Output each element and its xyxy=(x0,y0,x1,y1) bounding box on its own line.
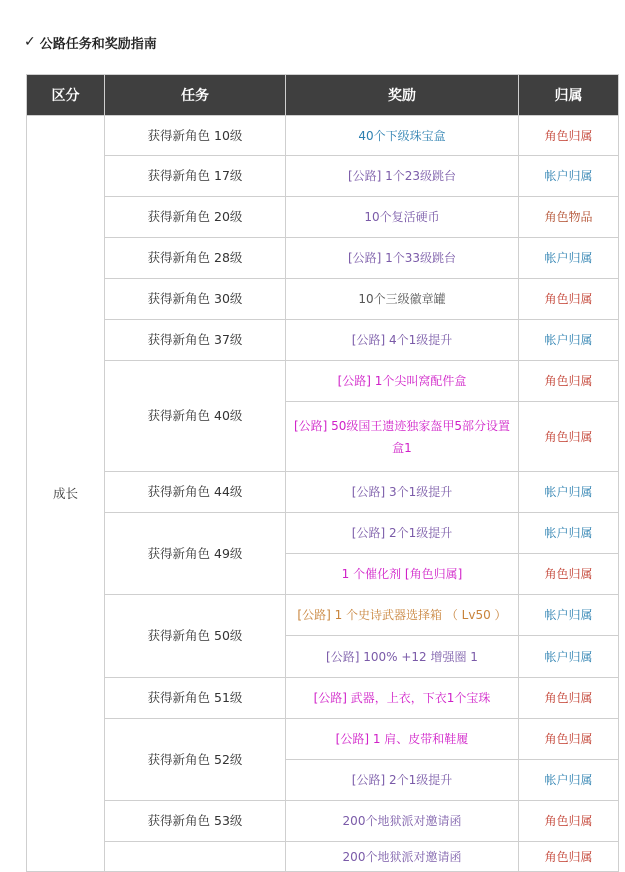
table-row xyxy=(27,678,619,719)
owner-cell: 帐户归属 xyxy=(519,513,619,554)
reward-cell: [公路] 1 个史诗武器选择箱 （ Lv50 ） xyxy=(286,595,519,636)
header-task: 任务 xyxy=(105,75,286,116)
table-body xyxy=(27,116,619,872)
owner-cell: 帐户归属 xyxy=(519,156,619,197)
task-cell: 获得新角色 53级 xyxy=(105,801,286,842)
table-row xyxy=(27,156,619,197)
reward-cell: 200个地狱派对邀请函 xyxy=(286,842,519,872)
table-row xyxy=(27,320,619,361)
table-row xyxy=(27,719,619,760)
owner-cell: 帐户归属 xyxy=(519,238,619,279)
reward-cell: [公路] 1个23级跳台 xyxy=(286,156,519,197)
owner-cell: 帐户归属 xyxy=(519,472,619,513)
task-cell: 获得新角色 50级 xyxy=(105,595,286,678)
owner-cell: 角色归属 xyxy=(519,842,619,872)
owner-cell: 帐户归属 xyxy=(519,636,619,678)
owner-cell: 角色归属 xyxy=(519,719,619,760)
task-cell: 获得新角色 37级 xyxy=(105,320,286,361)
owner-cell: 角色物品 xyxy=(519,197,619,238)
table-row xyxy=(27,595,619,636)
header-category: 区分 xyxy=(27,75,105,116)
task-cell: 获得新角色 28级 xyxy=(105,238,286,279)
reward-cell: [公路] 1 肩、皮带和鞋履 xyxy=(286,719,519,760)
table-row xyxy=(27,361,619,402)
task-cell: 获得新角色 49级 xyxy=(105,513,286,595)
reward-cell: 10个三级徽章罐 xyxy=(286,279,519,320)
task-cell: 获得新角色 52级 xyxy=(105,719,286,801)
owner-cell: 角色归属 xyxy=(519,801,619,842)
section-title: 公路任务和奖励指南 xyxy=(39,36,157,52)
reward-cell: [公路] 3个1级提升 xyxy=(286,472,519,513)
task-cell: 获得新角色 17级 xyxy=(105,156,286,197)
section-heading xyxy=(24,31,157,53)
task-cell: 获得新角色 10级 xyxy=(105,116,286,156)
reward-cell: 200个地狱派对邀请函 xyxy=(286,801,519,842)
header-owner: 归属 xyxy=(519,75,619,116)
owner-cell: 角色归属 xyxy=(519,554,619,595)
task-cell: 获得新角色 51级 xyxy=(105,678,286,719)
reward-cell: [公路] 50级国王遗迹独家盔甲5部分设置盒1 xyxy=(286,402,519,472)
table-row xyxy=(27,197,619,238)
task-cell: 获得新角色 44级 xyxy=(105,472,286,513)
owner-cell: 角色归属 xyxy=(519,361,619,402)
table-row xyxy=(27,472,619,513)
reward-cell: 40个下级珠宝盒 xyxy=(286,116,519,156)
reward-cell: [公路] 1个尖叫窝配件盒 xyxy=(286,361,519,402)
reward-cell: [公路] 100% +12 增强圈 1 xyxy=(286,636,519,678)
table-header-row xyxy=(27,75,619,116)
reward-cell: [公路] 2个1级提升 xyxy=(286,513,519,554)
reward-cell: [公路] 2个1级提升 xyxy=(286,760,519,801)
reward-cell: [公路] 武器，上衣，下衣1个宝珠 xyxy=(286,678,519,719)
header-reward: 奖励 xyxy=(286,75,519,116)
reward-cell: 10个复活硬币 xyxy=(286,197,519,238)
table-row xyxy=(27,513,619,554)
table-row xyxy=(27,801,619,842)
table-row xyxy=(27,842,619,872)
checkmark-icon: ✓ xyxy=(24,34,36,50)
table-row xyxy=(27,116,619,156)
task-cell: 获得新角色 20级 xyxy=(105,197,286,238)
task-cell xyxy=(105,842,286,872)
reward-cell: 1 个催化剂 [角色归属] xyxy=(286,554,519,595)
category-cell: 成长 xyxy=(27,116,105,872)
reward-cell: [公路] 4个1级提升 xyxy=(286,320,519,361)
owner-cell: 帐户归属 xyxy=(519,760,619,801)
owner-cell: 帐户归属 xyxy=(519,320,619,361)
rewards-table xyxy=(26,74,619,872)
owner-cell: 角色归属 xyxy=(519,402,619,472)
owner-cell: 帐户归属 xyxy=(519,595,619,636)
owner-cell: 角色归属 xyxy=(519,116,619,156)
table-row xyxy=(27,238,619,279)
owner-cell: 角色归属 xyxy=(519,279,619,320)
reward-cell: [公路] 1个33级跳台 xyxy=(286,238,519,279)
task-cell: 获得新角色 40级 xyxy=(105,361,286,472)
table-row xyxy=(27,279,619,320)
task-cell: 获得新角色 30级 xyxy=(105,279,286,320)
owner-cell: 角色归属 xyxy=(519,678,619,719)
